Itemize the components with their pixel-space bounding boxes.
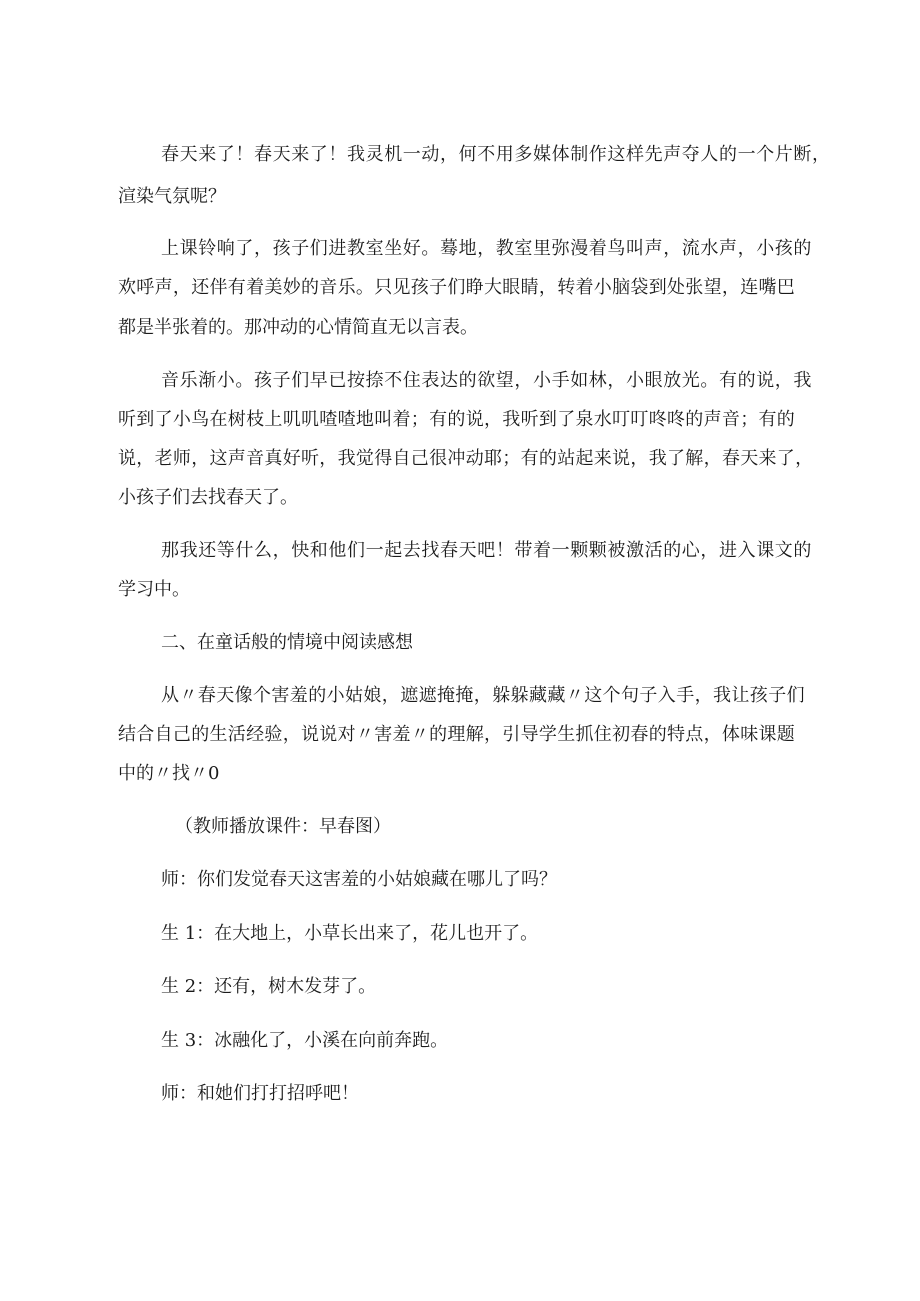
p2-line3: 都是半张着的。那冲动的心情简直无以言表。 (118, 317, 478, 338)
p5-line3: 中的〃找〃0 (118, 763, 220, 784)
p2-line1: 上课铃响了，孩子们进教室坐好。蓦地，教室里弥漫着鸟叫声，流水声，小孩的 (161, 238, 812, 259)
p1-line2: 渲染气氛呢？ (118, 186, 226, 207)
p2-line2: 欢呼声，还伴有着美妙的音乐。只见孩子们睁大眼睛，转着小脑袋到处张望，连嘴巴 (118, 277, 796, 298)
p3-line2: 听到了小鸟在树枝上叽叽喳喳地叫着；有的说，我听到了泉水叮叮咚咚的声音；有的 (118, 409, 796, 430)
p3-line1: 音乐渐小。孩子们早已按捺不住表达的欲望，小手如林，小眼放光。有的说，我 (161, 370, 812, 391)
teacher-closing: 师：和她们打打招呼吧！ (161, 1083, 359, 1104)
teacher-question: 师：你们发觉春天这害羞的小姑娘藏在哪儿了吗？ (161, 869, 557, 890)
student1-answer: 生 1：在大地上，小草长出来了，花儿也开了。 (161, 923, 539, 944)
p5-line1: 从〃春天像个害羞的小姑娘，遮遮掩掩，躲躲藏藏〃这个句子入手，我让孩子们 (161, 685, 805, 706)
p1-line1: 春天来了！春天来了！我灵机一动，何不用多媒体制作这样先声夺人的一个片断， (161, 144, 831, 165)
courseware-note: （教师播放课件：早春图） (175, 816, 391, 837)
section-heading: 二、在童话般的情境中阅读感想 (161, 632, 413, 653)
p5-line2: 结合自己的生活经验，说说对〃害羞〃的理解，引导学生抓住初春的特点，体味课题 (118, 724, 796, 745)
p3-line3: 说，老师，这声音真好听，我觉得自己很冲动耶；有的站起来说，我了解，春天来了， (118, 448, 814, 469)
student3-answer: 生 3：冰融化了，小溪在向前奔跑。 (161, 1030, 449, 1051)
p3-line4: 小孩子们去找春天了。 (118, 487, 298, 508)
p4-line1: 那我还等什么，快和他们一起去找春天吧！带着一颗颗被激活的心，进入课文的 (161, 540, 812, 561)
student2-answer: 生 2：还有，树木发芽了。 (161, 976, 377, 997)
p4-line2: 学习中。 (118, 579, 190, 600)
